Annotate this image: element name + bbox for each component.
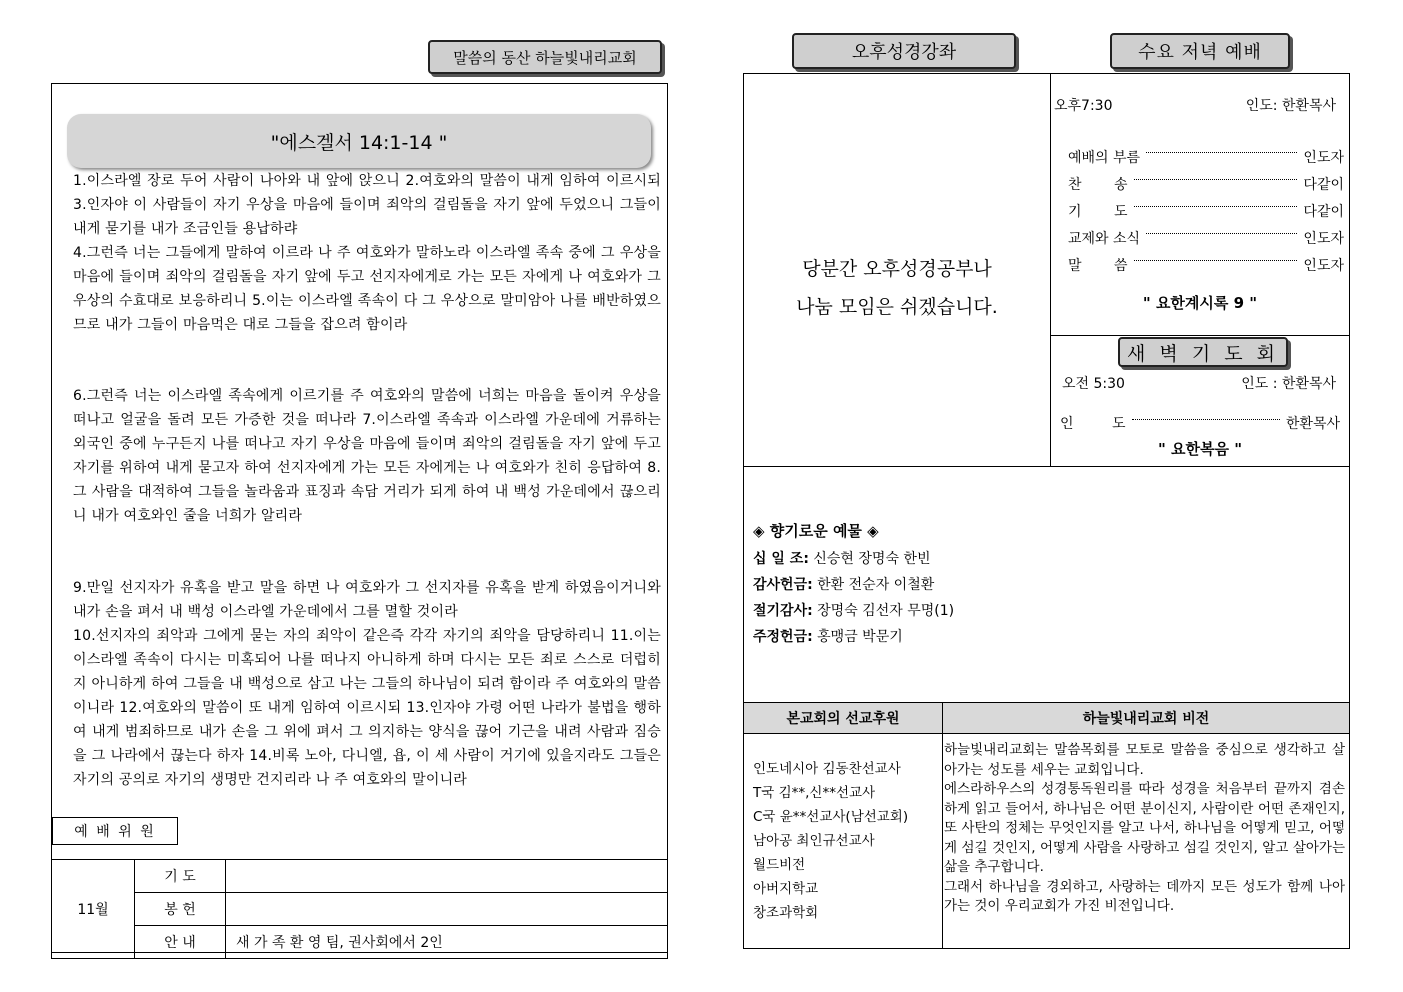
list-item: C국 윤**선교사(남선교회) [753, 809, 909, 825]
offerings-list [753, 546, 954, 650]
list-item: 말 씀 인도자 [1068, 257, 1344, 274]
dawn-leader: 인도 : 한환목사 [1241, 376, 1336, 392]
wednesday-time-row [1054, 95, 1336, 115]
list-item: 월드비전 [753, 857, 806, 873]
dawn-prayer-label: 새 벽 기 도 회 [1118, 337, 1288, 367]
list-item: 찬 송 다같이 [1068, 176, 1344, 193]
divider [743, 466, 1350, 467]
church-header-label: 말씀의 동산 하늘빛내리교회 [428, 40, 662, 74]
committee-value [226, 893, 668, 926]
scripture-title: "에스겔서 14:1-14 " [67, 114, 651, 168]
committee-month: 11월 [52, 860, 135, 959]
dawn-time: 오전 5:30 [1062, 376, 1125, 392]
worship-committee-label: 예 배 위 원 [52, 817, 178, 845]
committee-role: 안 내 [135, 926, 226, 959]
table-row [52, 926, 668, 959]
table-row [52, 860, 668, 893]
wednesday-time: 오후7:30 [1054, 98, 1113, 114]
offerings-title: ◈ 향기로운 예물 ◈ [753, 522, 879, 540]
list-item: 남아공 최인규선교사 [753, 833, 875, 849]
divider [1050, 73, 1051, 466]
scripture-paragraph-3: 9.만일 선지자가 유혹을 받고 말을 하면 나 여호와가 그 선지자를 유혹을 받게 하였음이거니와 내가 손을 펴서 내 백성 이스라엘 가운데에서 그를 멸할 것이라 10.선지자의 죄악과 그에게 묻는 자의 죄악이 같은즉 각각 자기의 죄악을 담당하리니 11.이는 이스라엘 족속이 다시는 미혹되어 나를 떠나지 아니하게 하며 다시는 모든 죄로 스스로 더럽히지 아니하게 하여 그들을 내 백성으로 삼고 나는 그들의 하나님이 되려 함이라 주 여호와의 말씀이니라 12.여호와의 말씀이 또 내게 임하여 이르시되 13.인자야 가령 어떤 나라가 불법을 행하여 내게 범죄하므로 내가 손을 그 위에 펴서 그 의지하는 양식을 끊어 기근을 내려 사람과 짐승을 그 나라에서 끊는다 하자 14.비록 노아, 다니엘, 욥, 이 세 사람이 거기에 있을지라도 그들은 자기의 공의로 자기의 생명만 건지리라 나 주 여호와의 말이니라 [73, 580, 661, 788]
worship-committee-table [51, 859, 668, 959]
vision-text: 하늘빛내리교회는 말씀목회를 모토로 말씀을 중심으로 생각하고 살아가는 성도를 세우는 교회입니다. 에스라하우스의 성경통독원리를 따라 성경을 처음부터 끝까지 겸손하게 읽고 들어서, 하나님은 어떤 분이신지, 사람이란 어떤 존재인지, 또 사탄의 정체는 무엇인지를 알고 나서, 하나님을 어떻게 믿고, 어떻게 섬길 것인지, 어떻게 사람을 사랑하고 섬길 것인지, 알고 살아가는 삶을 추구합니다. 그래서 하나님을 경외하고, 사랑하는 데까지 모든 성도가 함께 나아가는 것이 우리교회가 가진 비전입니다. [944, 742, 1345, 914]
scripture-paragraph-1: 1.이스라엘 장로 두어 사람이 나아와 내 앞에 앉으니 2.여호와의 말씀이 내게 임하여 이르시되 3.인자야 이 사람들이 자기 우상을 마음에 들이며 죄악의 걸림돌을 자기 앞에 두었으니 그들이 내게 묻기를 내가 조금인들 용납하랴 4.그런즉 너는 그들에게 말하여 이르라 나 주 여호와가 말하노라 이스라엘 족속 중에 그 우상을 마음에 들이며 죄악의 걸림돌을 자기 앞에 두고 선지자에게로 가는 모든 자에게 나 여호와가 그 우상의 수효대로 보응하리니 5.이는 이스라엘 족속이 다 그 우상으로 말미암아 나를 배반하였으므로 내가 그들이 마음먹은 대로 그들을 잡으려 함이라 [73, 173, 661, 333]
committee-value [226, 860, 668, 893]
table-row [52, 893, 668, 926]
dawn-lead-row: 인 도 한환목사 [1060, 416, 1340, 432]
committee-role: 기 도 [135, 860, 226, 893]
divider [942, 703, 943, 949]
afternoon-notice: 당분간 오후성경공부나 나눔 모임은 쉬겠습니다. [796, 258, 998, 318]
list-item: 십 일 조: 신승현 장명숙 한빈 [753, 551, 931, 567]
committee-role: 봉 헌 [135, 893, 226, 926]
list-item: 아버지학교 [753, 881, 819, 897]
list-item: 감사헌금: 한환 전순자 이철환 [753, 577, 935, 593]
list-item: 주정헌금: 홍맹금 박문기 [753, 629, 903, 645]
list-item: T국 김**,신**선교사 [753, 785, 876, 801]
list-item: 기 도 다같이 [1068, 203, 1344, 220]
wednesday-order-list [1068, 143, 1344, 278]
list-item: 예배의 부름 인도자 [1068, 149, 1344, 166]
wednesday-leader: 인도: 한환목사 [1245, 98, 1336, 114]
committee-value: 새 가 족 환 영 팀, 권사회에서 2인 [226, 926, 668, 959]
wednesday-service-label: 수요 저녁 예배 [1110, 33, 1290, 69]
dawn-scripture: " 요한복음 " [1157, 440, 1243, 458]
scripture-paragraph-2: 6.그런즉 너는 이스라엘 족속에게 이르기를 주 여호와의 말씀에 너희는 마음을 돌이켜 우상을 떠나고 얼굴을 돌려 모든 가증한 것을 떠나라 7.이스라엘 족속과 이스라엘 가운데에 거류하는 외국인 중에 누구든지 나를 떠나고 자기 우상을 마음에 들이며 죄악의 걸림돌을 자기 앞에 두고 자기를 위하여 내게 묻고자 하여 선지자에게 가는 모든 자에게는 나 여호와가 친히 응답하여 8.그 사람을 대적하여 그들을 놀라움과 표징과 속담 거리가 되게 하여 내 백성 가운데에서 끊으리니 내가 여호와인 줄을 너희가 알리라 [73, 388, 661, 524]
list-item: 인도네시아 김동찬선교사 [753, 761, 901, 777]
list-item: 절기감사: 장명숙 김선자 무명(1) [753, 603, 955, 619]
mission-list [753, 757, 908, 925]
divider [1050, 335, 1350, 336]
mission-header: 본교회의 선교후원 [744, 703, 942, 734]
dawn-time-row [1062, 373, 1336, 393]
list-item: 창조과학회 [753, 905, 819, 921]
list-item: 교제와 소식 인도자 [1068, 230, 1344, 247]
afternoon-class-label: 오후성경강좌 [792, 33, 1016, 69]
wednesday-scripture: " 요한계시록 9 " [1142, 294, 1258, 312]
vision-header: 하늘빛내리교회 비전 [943, 703, 1349, 734]
